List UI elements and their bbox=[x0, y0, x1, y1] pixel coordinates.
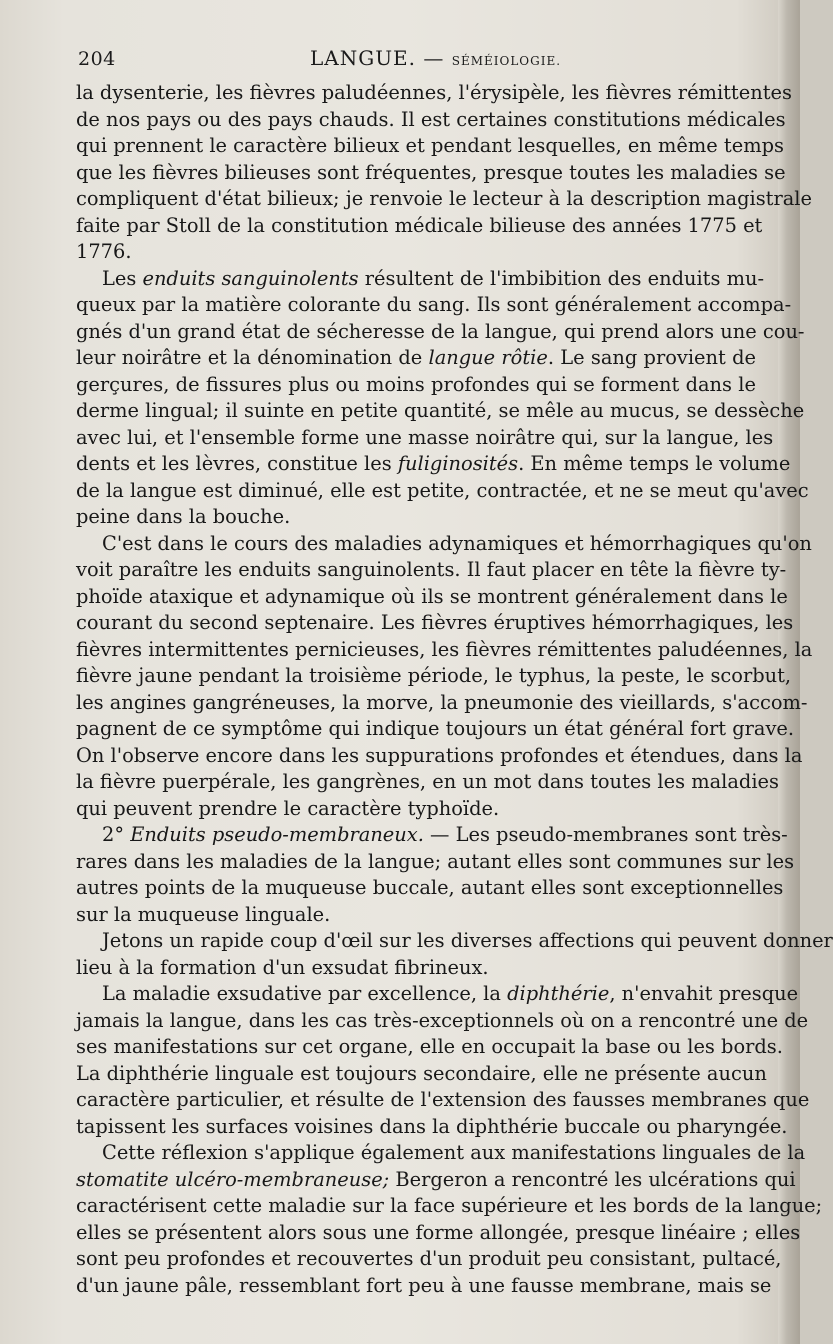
text-line bbox=[76, 1114, 788, 1141]
text-run: Cette réflexion s'applique également aux manifestations linguales de la bbox=[102, 1141, 806, 1164]
text-line bbox=[76, 160, 786, 187]
text-line bbox=[76, 955, 756, 982]
text-line bbox=[76, 451, 791, 478]
text-run: 1776. bbox=[76, 240, 132, 263]
italic-term: stomatite ulcéro-membraneuse; bbox=[76, 1167, 390, 1191]
text-line bbox=[76, 133, 784, 160]
text-run: compliquent d'état bilieux; je renvoie le lecteur à la description magistrale bbox=[76, 187, 812, 210]
text-line bbox=[76, 557, 787, 584]
italic-term: fuliginosités bbox=[397, 452, 519, 475]
text-line bbox=[76, 266, 765, 293]
text-run: sur la muqueuse linguale. bbox=[76, 902, 331, 926]
text-run: la dysenterie, les fièvres paludéennes, l'érysipèle, les fièvres rémittentes bbox=[76, 81, 792, 104]
text-line bbox=[76, 1061, 767, 1088]
text-run: caractère particulier, et résulte de l'extension des fausses membranes que bbox=[76, 1088, 810, 1111]
text-run: jamais la langue, dans les cas très-exceptionnels où on a rencontré une de bbox=[76, 1008, 809, 1032]
italic-term: enduits sanguinolents bbox=[142, 266, 359, 290]
italic-term: langue rôtie bbox=[428, 346, 548, 369]
text-line bbox=[76, 1193, 823, 1220]
text-run: gnés d'un grand état de sécheresse de la langue, qui prend alors une cou- bbox=[76, 319, 805, 343]
text-line bbox=[76, 319, 805, 346]
text-run: derme lingual; il suinte en petite quantité, se mêle au mucus, se dessèche bbox=[76, 399, 805, 422]
text-run: elles se présentent alors sous une forme allongée, presque linéaire ; elles bbox=[76, 1220, 801, 1244]
header-title: LANGUE. bbox=[310, 46, 417, 70]
text-line bbox=[76, 1167, 796, 1194]
text-run: — Les pseudo-membranes sont très- bbox=[423, 823, 788, 846]
text-run: la fièvre puerpérale, les gangrènes, en un mot dans toutes les maladies bbox=[76, 770, 779, 793]
text-run: fièvres intermittentes pernicieuses, les fièvres rémittentes paludéennes, la bbox=[76, 637, 813, 661]
text-line bbox=[76, 1008, 809, 1035]
text-run: peine dans la bouche. bbox=[76, 505, 291, 528]
text-run: qui peuvent prendre le caractère typhoïde. bbox=[76, 796, 500, 820]
running-header bbox=[78, 44, 758, 78]
text-run: de nos pays ou des pays chauds. Il est certaines constitutions médicales bbox=[76, 107, 786, 131]
text-run: , n'envahit presque bbox=[609, 982, 799, 1005]
text-line bbox=[76, 875, 784, 902]
text-line bbox=[76, 345, 756, 372]
text-run: La diphthérie linguale est toujours secondaire, elle ne présente aucun bbox=[76, 1061, 767, 1085]
header-separator: — bbox=[423, 46, 445, 70]
text-run: 2° bbox=[102, 823, 131, 846]
text-run: leur noirâtre et la dénomination de bbox=[76, 346, 429, 369]
text-run: dents et les lèvres, constitue les bbox=[76, 452, 398, 475]
text-line bbox=[76, 690, 808, 717]
text-run: autres points de la muqueuse buccale, autant elles sont exceptionnelles bbox=[76, 876, 784, 899]
text-run: gerçures, de fissures plus ou moins profondes qui se forment dans le bbox=[76, 372, 756, 396]
text-run: faite par Stoll de la constitution médicale bilieuse des années 1775 et bbox=[76, 213, 763, 237]
text-line bbox=[76, 1140, 806, 1167]
text-run: Jetons un rapide coup d'œil sur les diverses affections qui peuvent donner bbox=[102, 929, 833, 952]
text-run: pagnent de ce symptôme qui indique toujours un état général fort grave. bbox=[76, 717, 795, 740]
text-run: d'un jaune pâle, ressemblant fort peu à une fausse membrane, mais se bbox=[76, 1273, 772, 1297]
text-run: voit paraître les enduits sanguinolents. Il faut placer en tête la fièvre ty- bbox=[76, 558, 787, 581]
text-run: les angines gangréneuses, la morve, la pneumonie des vieillards, s'accom- bbox=[76, 690, 808, 714]
italic-term: Enduits pseudo-membraneux. bbox=[130, 823, 424, 846]
text-run: résultent de l'imbibition des enduits mu- bbox=[358, 266, 765, 290]
text-run: On l'observe encore dans les suppurations profondes et étendues, dans la bbox=[76, 743, 803, 767]
text-run: rares dans les maladies de la langue; autant elles sont communes sur les bbox=[76, 849, 795, 873]
text-line bbox=[76, 584, 788, 611]
text-run: sont peu profondes et recouvertes d'un produit peu consistant, pultacé, bbox=[76, 1247, 782, 1270]
text-line bbox=[76, 107, 786, 134]
running-title bbox=[310, 46, 561, 70]
text-line bbox=[76, 849, 795, 876]
text-line bbox=[76, 186, 812, 213]
text-line bbox=[76, 504, 756, 531]
header-subtitle: SÉMÉIOLOGIE. bbox=[451, 54, 562, 68]
text-line bbox=[76, 981, 799, 1008]
text-line bbox=[76, 796, 756, 823]
text-run: La maladie exsudative par excellence, la bbox=[102, 982, 508, 1005]
text-line bbox=[76, 769, 779, 796]
text-run: caractérisent cette maladie sur la face supérieure et les bords de la langue; bbox=[76, 1194, 823, 1217]
text-line bbox=[76, 372, 756, 399]
text-line bbox=[76, 637, 813, 664]
text-line bbox=[76, 743, 803, 770]
text-line bbox=[76, 1273, 772, 1300]
text-line bbox=[76, 1246, 782, 1273]
text-line bbox=[76, 213, 763, 240]
text-line bbox=[76, 663, 792, 690]
text-line bbox=[76, 610, 794, 637]
text-line bbox=[76, 531, 812, 558]
text-run: ses manifestations sur cet organe, elle en occupait la base ou les bords. bbox=[76, 1035, 783, 1058]
text-line bbox=[76, 80, 792, 107]
text-line bbox=[76, 292, 792, 319]
text-line bbox=[76, 716, 795, 743]
italic-term: diphthérie bbox=[507, 982, 610, 1005]
text-line bbox=[76, 398, 805, 425]
text-run: courant du second septenaire. Les fièvres éruptives hémorrhagiques, les bbox=[76, 611, 794, 634]
text-line bbox=[76, 239, 756, 266]
text-line bbox=[76, 1087, 810, 1114]
text-run: lieu à la formation d'un exsudat fibrineux. bbox=[76, 955, 489, 979]
text-run: avec lui, et l'ensemble forme une masse noirâtre qui, sur la langue, les bbox=[76, 425, 774, 449]
text-line bbox=[76, 1034, 783, 1061]
body-text bbox=[76, 80, 833, 1299]
text-line bbox=[76, 902, 756, 929]
text-run: fièvre jaune pendant la troisième période, le typhus, la peste, le scorbut, bbox=[76, 664, 792, 687]
text-run: queux par la matière colorante du sang. Ils sont généralement accompa- bbox=[76, 293, 792, 316]
text-line bbox=[76, 1220, 801, 1247]
text-run: C'est dans le cours des maladies adynamiques et hémorrhagiques qu'on bbox=[102, 531, 812, 555]
page-number: 204 bbox=[78, 48, 116, 70]
text-line bbox=[76, 928, 833, 955]
text-line bbox=[76, 478, 809, 505]
text-line bbox=[76, 822, 788, 849]
text-run: Les bbox=[102, 266, 143, 290]
text-line bbox=[76, 425, 774, 452]
text-run: tapissent les surfaces voisines dans la diphthérie buccale ou pharyngée. bbox=[76, 1114, 788, 1138]
text-run: . Le sang provient de bbox=[547, 346, 756, 369]
text-run: phoïde ataxique et adynamique où ils se montrent généralement dans le bbox=[76, 584, 788, 608]
text-run: de la langue est diminué, elle est petite, contractée, et ne se meut qu'avec bbox=[76, 478, 809, 502]
text-run: . En même temps le volume bbox=[518, 452, 791, 475]
text-run: que les fièvres bilieuses sont fréquentes, presque toutes les maladies se bbox=[76, 160, 786, 184]
text-run: Bergeron a rencontré les ulcérations qui bbox=[389, 1167, 796, 1191]
text-run: qui prennent le caractère bilieux et pendant lesquelles, en même temps bbox=[76, 134, 784, 157]
